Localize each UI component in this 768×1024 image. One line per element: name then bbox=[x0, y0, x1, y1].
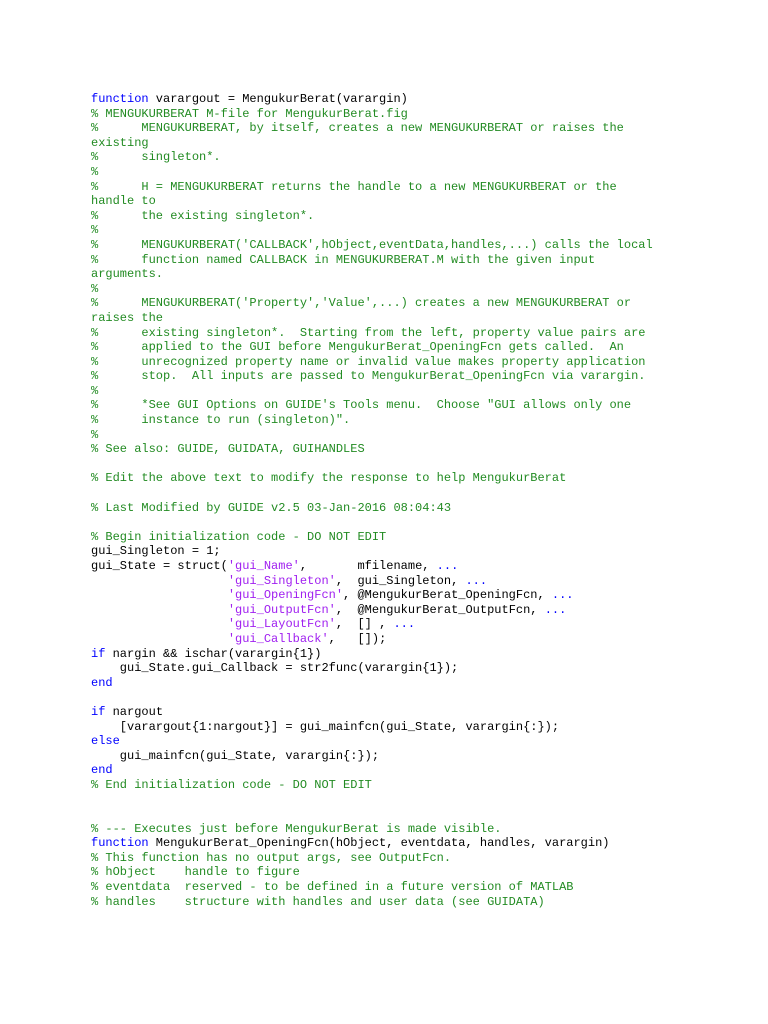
comment: % eventdata reserved - to be defined in a future version of MATLAB bbox=[91, 880, 574, 895]
keyword: function bbox=[91, 836, 149, 851]
code-line bbox=[91, 749, 691, 764]
code-line bbox=[91, 121, 691, 136]
keyword: if bbox=[91, 646, 106, 661]
string: 'gui_OutputFcn' bbox=[227, 602, 336, 617]
comment: % Last Modified by GUIDE v2.5 03-Jan-2016 08:04:43 bbox=[91, 500, 452, 515]
code-line bbox=[91, 690, 691, 705]
code-line bbox=[91, 340, 691, 355]
keyword: end bbox=[91, 675, 113, 690]
comment: handle to bbox=[91, 194, 156, 209]
code-line bbox=[91, 150, 691, 165]
code-text: [varargout{1:nargout}] = gui_mainfcn(gui_State, varargin{:}); bbox=[91, 719, 560, 734]
comment: % unrecognized property name or invalid value makes property application bbox=[91, 354, 646, 369]
code-line bbox=[91, 296, 691, 311]
comment: % This function has no output args, see OutputFcn. bbox=[91, 850, 452, 865]
code-line bbox=[91, 515, 691, 530]
comment: % MENGUKURBERAT, by itself, creates a new MENGUKURBERAT or raises the bbox=[91, 121, 624, 136]
comment: % *See GUI Options on GUIDE's Tools menu. Choose "GUI allows only one bbox=[91, 398, 632, 413]
code-line bbox=[91, 398, 691, 413]
code-line bbox=[91, 647, 691, 662]
comment: % existing singleton*. Starting from the left, property value pairs are bbox=[91, 325, 646, 340]
code-line bbox=[91, 311, 691, 326]
comment: % hObject handle to figure bbox=[91, 865, 300, 880]
comment: % H = MENGUKURBERAT returns the handle to a new MENGUKURBERAT or the bbox=[91, 179, 617, 194]
code-text: varargout = MengukurBerat(varargin) bbox=[148, 92, 408, 106]
code-line bbox=[91, 836, 691, 851]
code-line bbox=[91, 209, 691, 224]
code-line bbox=[91, 734, 691, 749]
comment: % bbox=[91, 427, 99, 442]
code-text: , [] , bbox=[335, 617, 394, 632]
keyword: else bbox=[91, 734, 120, 749]
code-line bbox=[91, 617, 691, 632]
code-text: , []); bbox=[328, 631, 387, 646]
keyword: end bbox=[91, 763, 113, 778]
comment: % applied to the GUI before MengukurBerat_OpeningFcn gets called. An bbox=[91, 340, 624, 355]
comment: % the existing singleton*. bbox=[91, 208, 315, 223]
string: 'gui_Callback' bbox=[227, 631, 329, 646]
code-line bbox=[91, 778, 691, 793]
code-text bbox=[91, 603, 228, 617]
code-text: nargout bbox=[105, 704, 164, 719]
code-line bbox=[91, 457, 691, 472]
code-line bbox=[91, 822, 691, 837]
code-text bbox=[91, 574, 228, 588]
code-line bbox=[91, 880, 691, 895]
code-line bbox=[91, 544, 691, 559]
code-line bbox=[91, 588, 691, 603]
code-listing bbox=[91, 92, 691, 909]
comment: % instance to run (singleton)". bbox=[91, 413, 351, 428]
code-text bbox=[91, 588, 228, 602]
code-line bbox=[91, 253, 691, 268]
code-text: MengukurBerat_OpeningFcn(hObject, eventdata, handles, varargin) bbox=[148, 836, 610, 851]
code-line bbox=[91, 165, 691, 180]
comment: % End initialization code - DO NOT EDIT bbox=[91, 777, 372, 792]
string: 'gui_Name' bbox=[227, 559, 300, 573]
string: 'gui_OpeningFcn' bbox=[227, 588, 344, 603]
code-line bbox=[91, 428, 691, 443]
comment: % stop. All inputs are passed to MengukurBerat_OpeningFcn via varargin. bbox=[91, 369, 646, 384]
code-line bbox=[91, 107, 691, 122]
keyword: ... bbox=[465, 573, 488, 588]
comment: arguments. bbox=[91, 267, 164, 282]
code-line bbox=[91, 267, 691, 282]
code-line bbox=[91, 807, 691, 822]
code-line bbox=[91, 282, 691, 297]
comment: % --- Executes just before MengukurBerat is made visible. bbox=[91, 821, 502, 836]
code-text: , gui_Singleton, bbox=[335, 573, 466, 588]
code-text: gui_Singleton = 1; bbox=[91, 544, 221, 559]
code-text: gui_State = struct( bbox=[91, 559, 228, 573]
comment: % Begin initialization code - DO NOT EDIT bbox=[91, 529, 387, 544]
comment: % MENGUKURBERAT('CALLBACK',hObject,eventData,handles,...) calls the local bbox=[91, 237, 653, 252]
comment: % handles structure with handles and user data (see GUIDATA) bbox=[91, 894, 545, 909]
comment: % bbox=[91, 223, 99, 238]
code-line bbox=[91, 676, 691, 691]
code-line bbox=[91, 326, 691, 341]
code-line bbox=[91, 705, 691, 720]
code-line bbox=[91, 603, 691, 618]
string: 'gui_LayoutFcn' bbox=[227, 617, 336, 632]
code-text: gui_State.gui_Callback = str2func(varargin{1}); bbox=[91, 661, 459, 676]
code-line bbox=[91, 763, 691, 778]
comment: % bbox=[91, 164, 99, 179]
string: 'gui_Singleton' bbox=[227, 573, 336, 588]
code-line bbox=[91, 180, 691, 195]
keyword: ... bbox=[436, 559, 459, 573]
code-line bbox=[91, 793, 691, 808]
code-line bbox=[91, 632, 691, 647]
code-line bbox=[91, 442, 691, 457]
code-line bbox=[91, 369, 691, 384]
code-text: gui_mainfcn(gui_State, varargin{:}); bbox=[91, 748, 380, 763]
code-line bbox=[91, 865, 691, 880]
code-text: , mfilename, bbox=[299, 559, 437, 573]
code-text: , @MengukurBerat_OpeningFcn, bbox=[343, 588, 552, 603]
comment: % MENGUKURBERAT('Property','Value',...) creates a new MENGUKURBERAT or bbox=[91, 296, 632, 311]
code-line bbox=[91, 355, 691, 370]
code-line bbox=[91, 530, 691, 545]
code-line bbox=[91, 851, 691, 866]
comment: % bbox=[91, 383, 99, 398]
code-text: , @MengukurBerat_OutputFcn, bbox=[335, 602, 545, 617]
keyword: ... bbox=[551, 588, 574, 603]
comment: % bbox=[91, 281, 99, 296]
code-line bbox=[91, 501, 691, 516]
code-line bbox=[91, 720, 691, 735]
code-line bbox=[91, 238, 691, 253]
keyword: function bbox=[91, 92, 149, 106]
keyword: ... bbox=[393, 617, 416, 632]
code-line bbox=[91, 895, 691, 910]
code-line bbox=[91, 559, 691, 574]
comment: % singleton*. bbox=[91, 150, 221, 165]
comment: % function named CALLBACK in MENGUKURBERAT.M with the given input bbox=[91, 252, 596, 267]
comment: existing bbox=[91, 135, 149, 150]
code-line bbox=[91, 136, 691, 151]
comment: raises the bbox=[91, 310, 164, 325]
keyword: if bbox=[91, 704, 106, 719]
comment: % See also: GUIDE, GUIDATA, GUIHANDLES bbox=[91, 442, 365, 457]
code-line bbox=[91, 92, 691, 107]
code-line bbox=[91, 471, 691, 486]
comment: % MENGUKURBERAT M-file for MengukurBerat.fig bbox=[91, 106, 408, 121]
code-text bbox=[91, 617, 228, 631]
code-line bbox=[91, 384, 691, 399]
keyword: ... bbox=[544, 602, 567, 617]
code-text: nargin && ischar(varargin{1}) bbox=[105, 646, 322, 661]
code-line bbox=[91, 661, 691, 676]
code-text bbox=[91, 632, 228, 646]
code-line bbox=[91, 223, 691, 238]
code-line bbox=[91, 574, 691, 589]
code-line bbox=[91, 486, 691, 501]
code-line bbox=[91, 194, 691, 209]
comment: % Edit the above text to modify the response to help MengukurBerat bbox=[91, 471, 567, 486]
code-line bbox=[91, 413, 691, 428]
